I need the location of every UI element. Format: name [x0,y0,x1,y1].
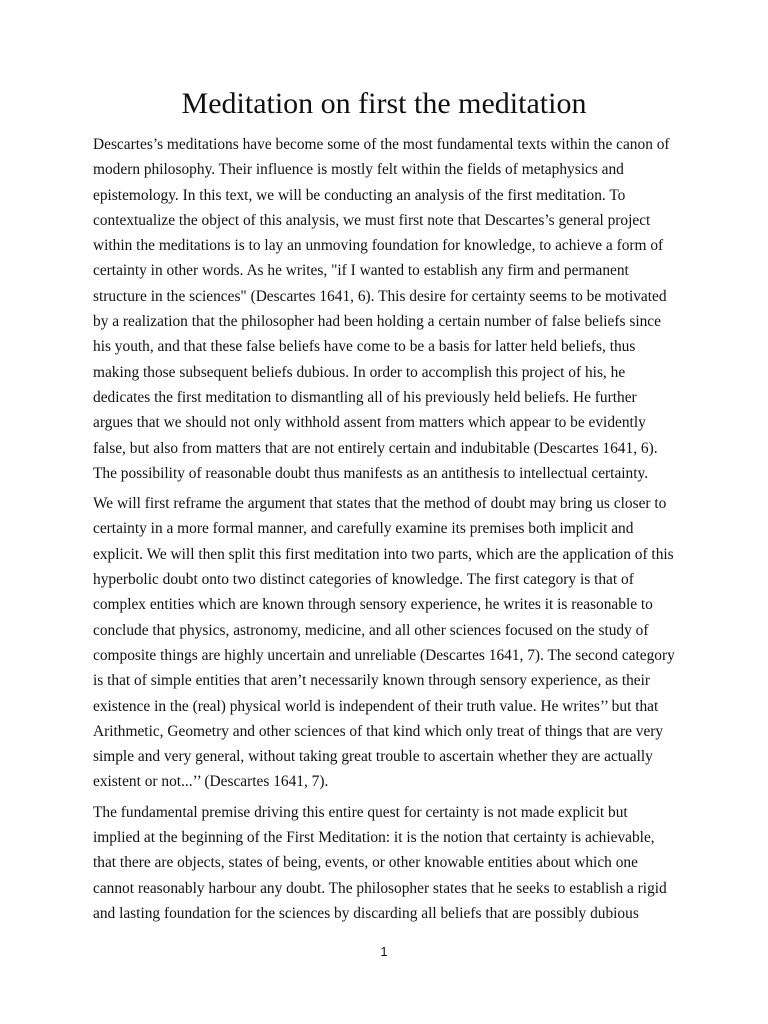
page-number: 1 [380,944,388,959]
paragraph-1: Descartes’s meditations have become some of the most fundamental texts within the canon of modern philosophy. Their influence is mostly felt within the fields of metaphysics and epistemology. In this text, we will be conducting an analysis of the first meditation. To contextualize the object of this analysis, we must first note that Descartes’s general project within the meditations is to lay an unmoving foundation for knowledge, to achieve a form of certainty in other words. As he writes, "if I wanted to establish any firm and permanent structure in the sciences" (Descartes 1641, 6). This desire for certainty seems to be motivated by a realization that the philosopher had been holding a certain number of false beliefs since his youth, and that these false beliefs have come to be a basis for latter held beliefs, thus making those subsequent beliefs dubious. In order to accomplish this project of his, he dedicates the first meditation to dismantling all of his previously held beliefs. He further argues that we should not only withhold assent from matters which appear to be evidently false, but also from matters that are not entirely certain and indubitable (Descartes 1641, 6). The possibility of reasonable doubt thus manifests as an antithesis to intellectual certainty. [93,136,670,482]
paragraph-2: We will first reframe the argument that states that the method of doubt may bring us closer to certainty in a more formal manner, and carefully examine its premises both implicit and explicit. We will then split this first meditation into two parts, which are the application of this hyperbolic doubt onto two distinct categories of knowledge. The first category is that of complex entities which are known through sensory experience, he writes it is reasonable to conclude that physics, astronomy, medicine, and all other sciences focused on the study of composite things are highly uncertain and unreliable (Descartes 1641, 7). The second category is that of simple entities that aren’t necessarily known through sensory experience, as their existence in the (real) physical world is independent of their truth value. He writes’’ but that Arithmetic, Geometry and other sciences of that kind which only treat of things that are very simple and very general, without taking great trouble to ascertain whether they are actually existent or not...’’ (Descartes 1641, 7). [93,495,675,791]
page-title: Meditation on first the meditation [181,87,587,120]
paragraph-3: The fundamental premise driving this entire quest for certainty is not made explicit but implied at the beginning of the First Meditation: it is the notion that certainty is achievable, that there are objects, states of being, events, or other knowable entities about which one cannot reasonably harbour any doubt. The philosopher states that he seeks to establish a rigid and lasting foundation for the sciences by discarding all beliefs that are possibly dubious [93,803,667,922]
body-text [93,132,675,931]
